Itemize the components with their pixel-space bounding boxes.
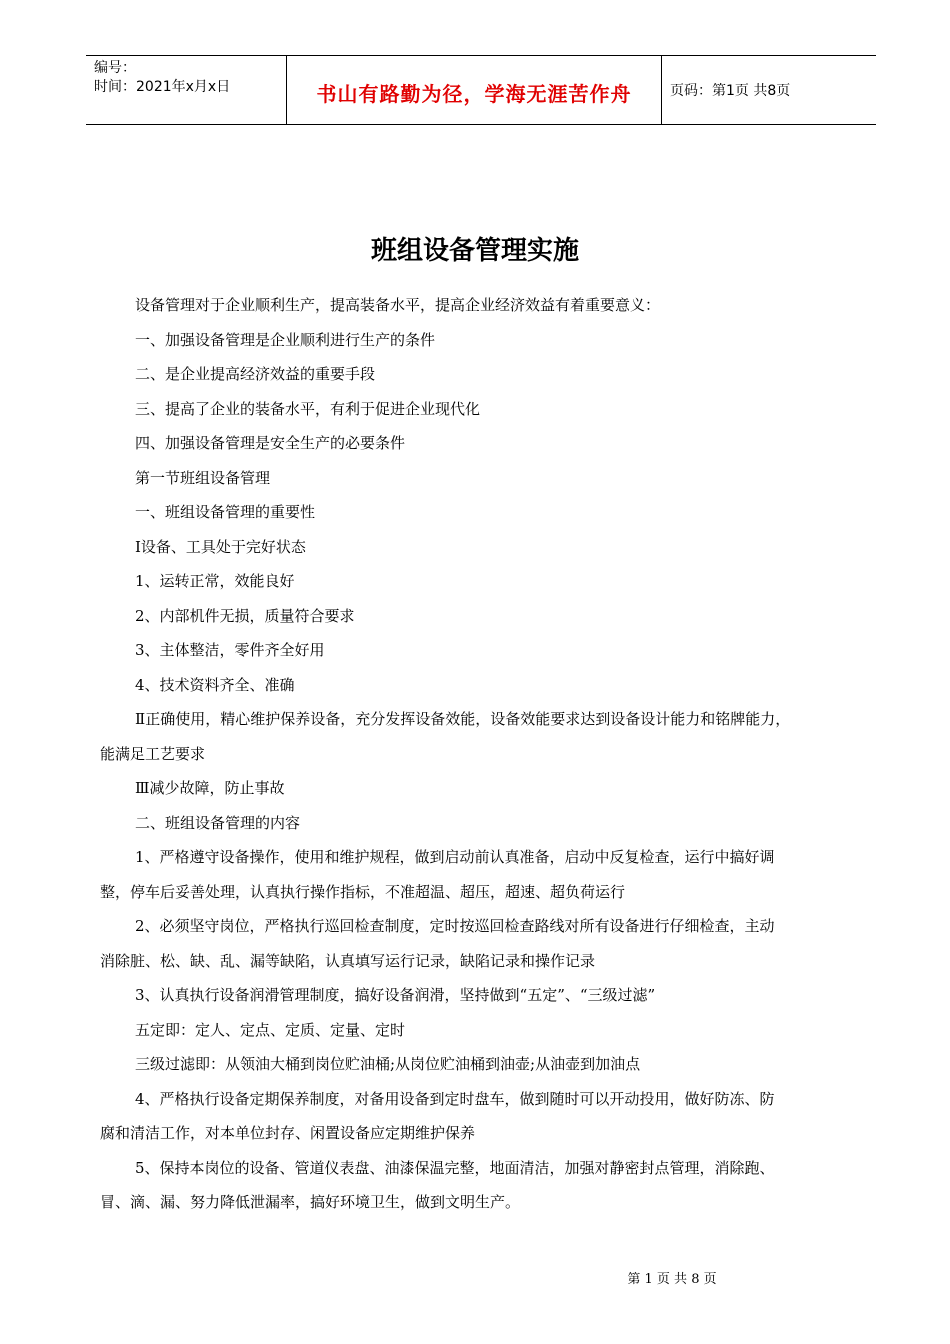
paragraph-continuation: 整，停车后妥善处理，认真执行操作指标，不准超温、超压，超速、超负荷运行 xyxy=(100,882,626,901)
page-header xyxy=(86,55,876,125)
paragraph: 3、认真执行设备润滑管理制度，搞好设备润滑，坚持做到“五定”、“三级过滤” xyxy=(135,986,656,1004)
paragraph-continuation: 能满足工艺要求 xyxy=(100,744,206,763)
paragraph: 一、班组设备管理的重要性 xyxy=(135,503,316,521)
document-time-label: 时间：2021年x月x日 xyxy=(94,79,231,95)
paragraph: 三、提高了企业的装备水平，有利于促进企业现代化 xyxy=(135,399,481,418)
paragraph: 三级过滤即：从领油大桶到岗位贮油桶;从岗位贮油桶到油壶;从油壶到加油点 xyxy=(135,1055,641,1073)
paragraph: 1、严格遵守设备操作，使用和维护规程，做到启动前认真准备，启动中反复检查，运行中搞好调 xyxy=(135,848,775,866)
page-footer xyxy=(0,1268,950,1287)
paragraph: 一、加强设备管理是企业顺利进行生产的条件 xyxy=(135,330,436,349)
paragraph: 5、保持本岗位的设备、管道仪表盘、油漆保温完整，地面清洁，加强对静密封点管理，消除跑、 xyxy=(135,1158,775,1177)
header-page-number: 页码：第1页 共8页 xyxy=(670,83,791,99)
paragraph: 二、是企业提高经济效益的重要手段 xyxy=(135,365,376,383)
header-motto: 书山有路勤为径，学海无涯苦作舟 xyxy=(316,82,632,106)
document-number-label: 编号： xyxy=(94,60,136,76)
paragraph-continuation: 腐和清洁工作，对本单位封存、闲置设备应定期维护保养 xyxy=(100,1124,476,1142)
paragraph: Ⅰ设备、工具处于完好状态 xyxy=(135,537,306,556)
paragraph: 2、必须坚守岗位，严格执行巡回检查制度，定时按巡回检查路线对所有设备进行仔细检查，主动 xyxy=(135,917,775,935)
paragraph: Ⅱ正确使用，精心维护保养设备，充分发挥设备效能，设备效能要求达到设备设计能力和铭牌能力， xyxy=(135,710,791,728)
footer-page-number: 第 1 页 共 8 页 xyxy=(627,1272,717,1287)
paragraph: 4、技术资料齐全、准确 xyxy=(135,675,295,694)
paragraph: 五定即：定人、定点、定质、定量、定时 xyxy=(135,1020,406,1039)
paragraph: 3、主体整洁，零件齐全好用 xyxy=(135,641,325,659)
paragraph-continuation: 冒、滴、漏、努力降低泄漏率，搞好环境卫生，做到文明生产。 xyxy=(100,1193,521,1211)
header-page-cell xyxy=(661,56,876,124)
document-title: 班组设备管理实施 xyxy=(370,236,579,266)
paragraph: 设备管理对于企业顺利生产，提高装备水平，提高企业经济效益有着重要意义： xyxy=(135,296,661,314)
header-motto-cell xyxy=(286,56,662,124)
section-heading: 第一节班组设备管理 xyxy=(135,468,271,487)
document-body xyxy=(100,288,860,1220)
paragraph: 2、内部机件无损，质量符合要求 xyxy=(135,606,355,625)
paragraph: 1、运转正常，效能良好 xyxy=(135,572,295,590)
header-meta xyxy=(86,56,286,124)
paragraph: 4、严格执行设备定期保养制度，对备用设备到定时盘车，做到随时可以开动投用，做好防冻、防 xyxy=(135,1089,775,1108)
paragraph-continuation: 消除脏、松、缺、乱、漏等缺陷，认真填写运行记录，缺陷记录和操作记录 xyxy=(100,951,596,970)
paragraph: 二、班组设备管理的内容 xyxy=(135,813,301,832)
paragraph: Ⅲ减少故障，防止事故 xyxy=(135,779,285,797)
paragraph: 四、加强设备管理是安全生产的必要条件 xyxy=(135,434,406,452)
